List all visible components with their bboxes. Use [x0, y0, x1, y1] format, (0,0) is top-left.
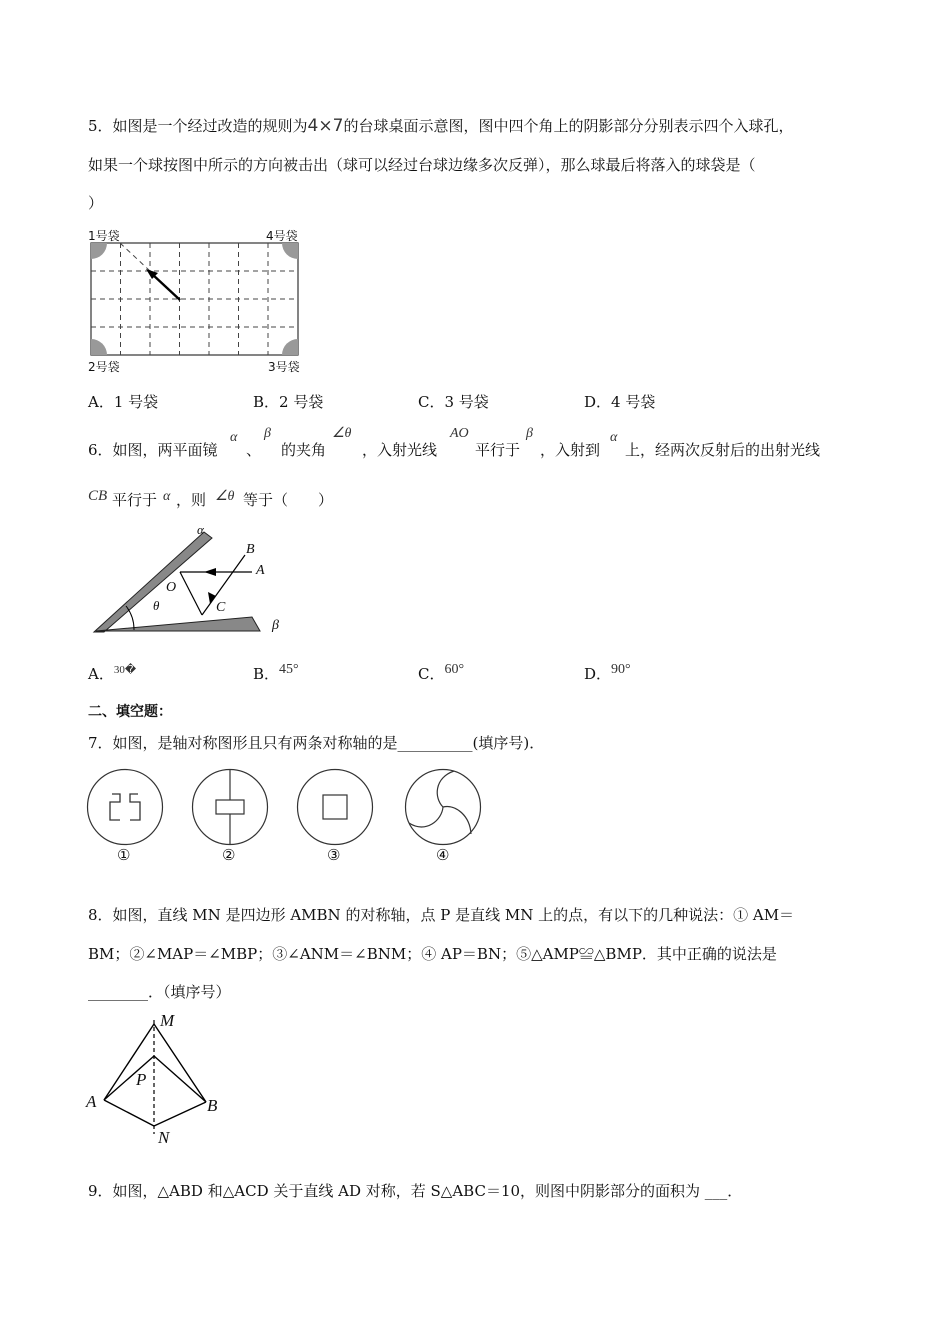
q6-option-b-letter: B．	[253, 665, 280, 683]
q6-line1-f: 上，经两次反射后的出射光线	[625, 441, 821, 459]
q6-line1-a: 6．如图，两平面镜	[88, 441, 218, 459]
pocket-2-label: 2号袋	[88, 360, 120, 374]
q5-text-a: 5．如图是一个经过改造的规则为	[88, 117, 308, 135]
q5-line2: 如果一个球按图中所示的方向被击出（球可以经过台球边缘多次反弹），那么球最后将落入的球袋是（	[88, 156, 756, 174]
fig6-label-C: C	[216, 600, 226, 615]
q5-option-a[interactable]: A．1 号袋	[88, 393, 159, 411]
q6-option-d[interactable]	[584, 664, 631, 686]
q6-option-a-value: 30�	[113, 664, 137, 676]
q9-text: 9．如图，△ABD 和△ACD 关于直线 AD 对称，若 S△ABC＝10，则图中阴影部分的面积为 ___．	[88, 1182, 743, 1200]
q6-AO: AO	[450, 426, 469, 441]
q6-CB: CB	[88, 488, 108, 504]
fig6-label-A: A	[256, 563, 265, 578]
q7-text: 7．如图，是轴对称图形且只有两条对称轴的是__________(填序号)．	[88, 734, 545, 752]
q6-option-d-letter: D．	[584, 665, 612, 683]
fig6-label-theta: θ	[153, 598, 160, 613]
q7-figure-4	[404, 768, 482, 846]
fig6-label-B: B	[246, 542, 255, 557]
q6-option-a[interactable]	[88, 664, 136, 686]
q6-beta-1: β	[264, 426, 271, 441]
q7-figure-2	[191, 768, 269, 846]
fig8-label-M: M	[160, 1011, 175, 1030]
q5-option-c[interactable]: C．3 号袋	[418, 393, 489, 411]
q7-label-1: ①	[117, 846, 131, 864]
fig6-label-beta: β	[272, 618, 279, 633]
q6-option-b[interactable]	[253, 664, 299, 686]
q6-line1-b: 的夹角	[281, 441, 327, 459]
fig8-label-N: N	[158, 1128, 170, 1147]
fig6-label-O: O	[166, 580, 177, 595]
q7-label-3: ③	[327, 846, 341, 864]
q6-sep: 、	[246, 441, 262, 459]
q8-line3: ________．（填序号）	[88, 983, 231, 1001]
q6-line2-b: ，则	[176, 491, 207, 509]
q6-option-b-value: 45°	[279, 662, 299, 677]
fig8-label-A: A	[86, 1092, 97, 1111]
q5-text-b: 的台球桌面示意图，图中四个角上的阴影部分分别表示四个入球孔，	[343, 117, 794, 135]
fig6-label-alpha: α	[197, 522, 204, 537]
q8-line1: 8．如图，直线 MN 是四边形 AMBN 的对称轴，点 P 是直线 MN 上的点，有以下的几种说法：① AM＝	[88, 906, 795, 924]
q6-line1-c: ，入射光线	[362, 441, 438, 459]
q6-line2-c: 等于（ ）	[243, 491, 334, 509]
fig8-label-B: B	[207, 1096, 218, 1115]
q5-option-d[interactable]: D．4 号袋	[584, 393, 656, 411]
q7-figure-3	[296, 768, 374, 846]
q7-label-4: ④	[436, 846, 450, 864]
q6-alpha-3: α	[163, 489, 171, 504]
pocket-4-label: 4号袋	[266, 229, 298, 243]
q6-beta-2: β	[526, 426, 533, 441]
q8-line2: BM；②∠MAP＝∠MBP；③∠ANM＝∠BNM；④ AP＝BN；⑤△AMP≌△BMP．其中正确的说法是	[88, 945, 777, 963]
q5-line3: ）	[88, 194, 104, 212]
q8-figure	[96, 1016, 216, 1136]
q6-theta-2: ∠θ	[215, 489, 235, 504]
billiard-table-figure	[90, 242, 300, 356]
q6-alpha-1: α	[230, 430, 238, 445]
q5-option-b[interactable]: B．2 号袋	[253, 393, 324, 411]
q6-option-a-letter: A．	[88, 665, 114, 683]
pocket-3-label: 3号袋	[268, 360, 300, 374]
q6-option-d-value: 90°	[611, 662, 631, 677]
q5-line1	[88, 116, 793, 136]
q6-option-c-letter: C．	[418, 665, 445, 683]
q6-option-c-value: 60°	[444, 662, 465, 677]
q5-math: 4×7	[307, 116, 344, 136]
pocket-1-label: 1号袋	[88, 229, 120, 243]
q6-line1-e: ，入射到	[540, 441, 601, 459]
q6-line1-d: 平行于	[475, 441, 521, 459]
q7-label-2: ②	[222, 846, 236, 864]
fig8-label-P: P	[136, 1070, 147, 1089]
q7-figure-1	[86, 768, 164, 846]
q6-option-c[interactable]	[418, 664, 464, 686]
q6-alpha-2: α	[610, 430, 618, 445]
section-title-fill-blank: 二、填空题：	[88, 704, 172, 720]
q6-line2-a: 平行于	[112, 491, 158, 509]
q6-theta-1: ∠θ	[332, 426, 352, 441]
